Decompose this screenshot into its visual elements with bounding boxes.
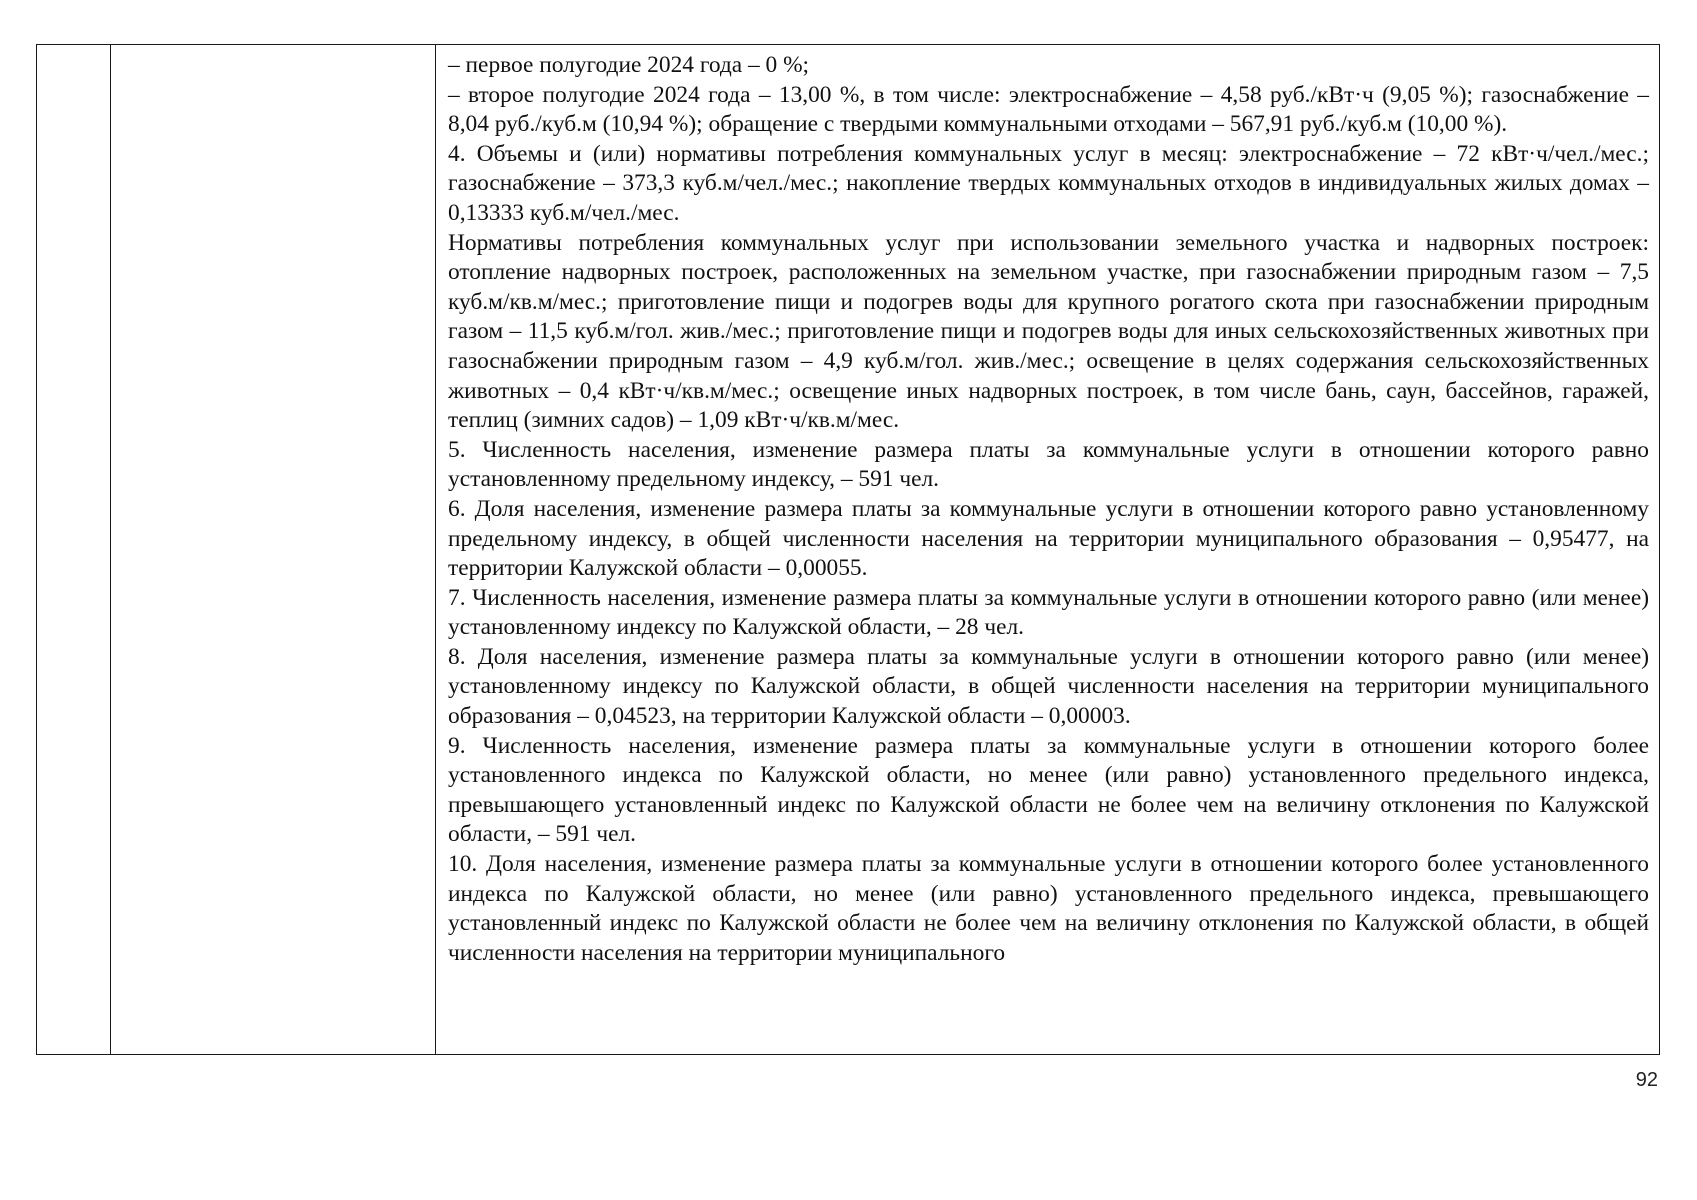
paragraph-item-7: 7. Численность населения, изменение размера платы за коммунальные услуги в отношении которого равно (или менее) установленному индексу по Калужской области, – 28 чел.: [448, 584, 1649, 641]
paragraph-land-norms: Нормативы потребления коммунальных услуг при использовании земельного участка и надворных построек: отопление надворных построек, расположенных на земельном участке, при газоснабжении природным газом – 7,5 куб.м/кв.м/мес.; приготовление пищи и подогрев воды для крупного рогатого скота при газоснабжении природным газом – 11,5 куб.м/гол. жив./мес.; приготовление пищи и подогрев воды для иных сельскохозяйственных животных при газоснабжении природным газом – 4,9 куб.м/гол. жив./мес.; освещение в целях содержания сельскохозяйственных животных – 0,4 кВт·ч/кв.м/мес.; освещение иных надворных построек, в том числе бань, саун, бассейнов, гаражей, теплиц (зимних садов) – 1,09 кВт·ч/кв.м/мес.: [448, 229, 1649, 434]
paragraph-item-6: 6. Доля населения, изменение размера платы за коммунальные услуги в отношении которого равно установленному предельному индексу, в общей численности населения на территории муниципального образования – 0,95477, на территории Калужской области – 0,00055.: [448, 495, 1649, 582]
paragraph-item-9: 9. Численность населения, изменение размера платы за коммунальные услуги в отношении которого более установленного индекса по Калужской области, но менее (или равно) установленного предельного индекса, превышающего установленный индекс по Калужской области не более чем на величину отклонения по Калужской области, – 591 чел.: [448, 732, 1649, 848]
table-column-number: [37, 45, 111, 1054]
paragraph-item-5: 5. Численность населения, изменение размера платы за коммунальные услуги в отношении которого равно установленному предельному индексу, – 591 чел.: [448, 436, 1649, 493]
paragraph-second-half-2024: – второе полугодие 2024 года – 13,00 %, в том числе: электроснабжение – 4,58 руб./кВт·ч (9,05 %); газоснабжение – 8,04 руб./куб.м (10,94 %); обращение с твердыми коммунальными отходами – 567,91 руб./куб.м (10,00 %).: [448, 81, 1649, 138]
table-column-content: [436, 45, 1659, 1054]
table-column-name: [111, 45, 436, 1054]
page-number: 92: [1635, 1069, 1658, 1091]
document-table: [36, 44, 1660, 1055]
paragraph-item-4-volumes: 4. Объемы и (или) нормативы потребления коммунальных услуг в месяц: электроснабжение – 72 кВт·ч/чел./мес.; газоснабжение – 373,3 куб.м/чел./мес.; накопление твердых коммунальных отходов в индивидуальных жилых домах – 0,13333 куб.м/чел./мес.: [448, 140, 1649, 226]
paragraph-first-half-2024: – первое полугодие 2024 года – 0 %;: [448, 52, 810, 78]
paragraph-item-10: 10. Доля населения, изменение размера платы за коммунальные услуги в отношении которого более установленного индекса по Калужской области, но менее (или равно) установленного предельного индекса, превышающего установленный индекс по Калужской области не более чем на величину отклонения по Калужской области, в общей численности населения на территории муниципального: [448, 851, 1649, 966]
paragraph-item-8: 8. Доля населения, изменение размера платы за коммунальные услуги в отношении которого равно (или менее) установленному индексу по Калужской области, в общей численности населения на территории муниципального образования – 0,04523, на территории Калужской области – 0,00003.: [448, 643, 1649, 730]
